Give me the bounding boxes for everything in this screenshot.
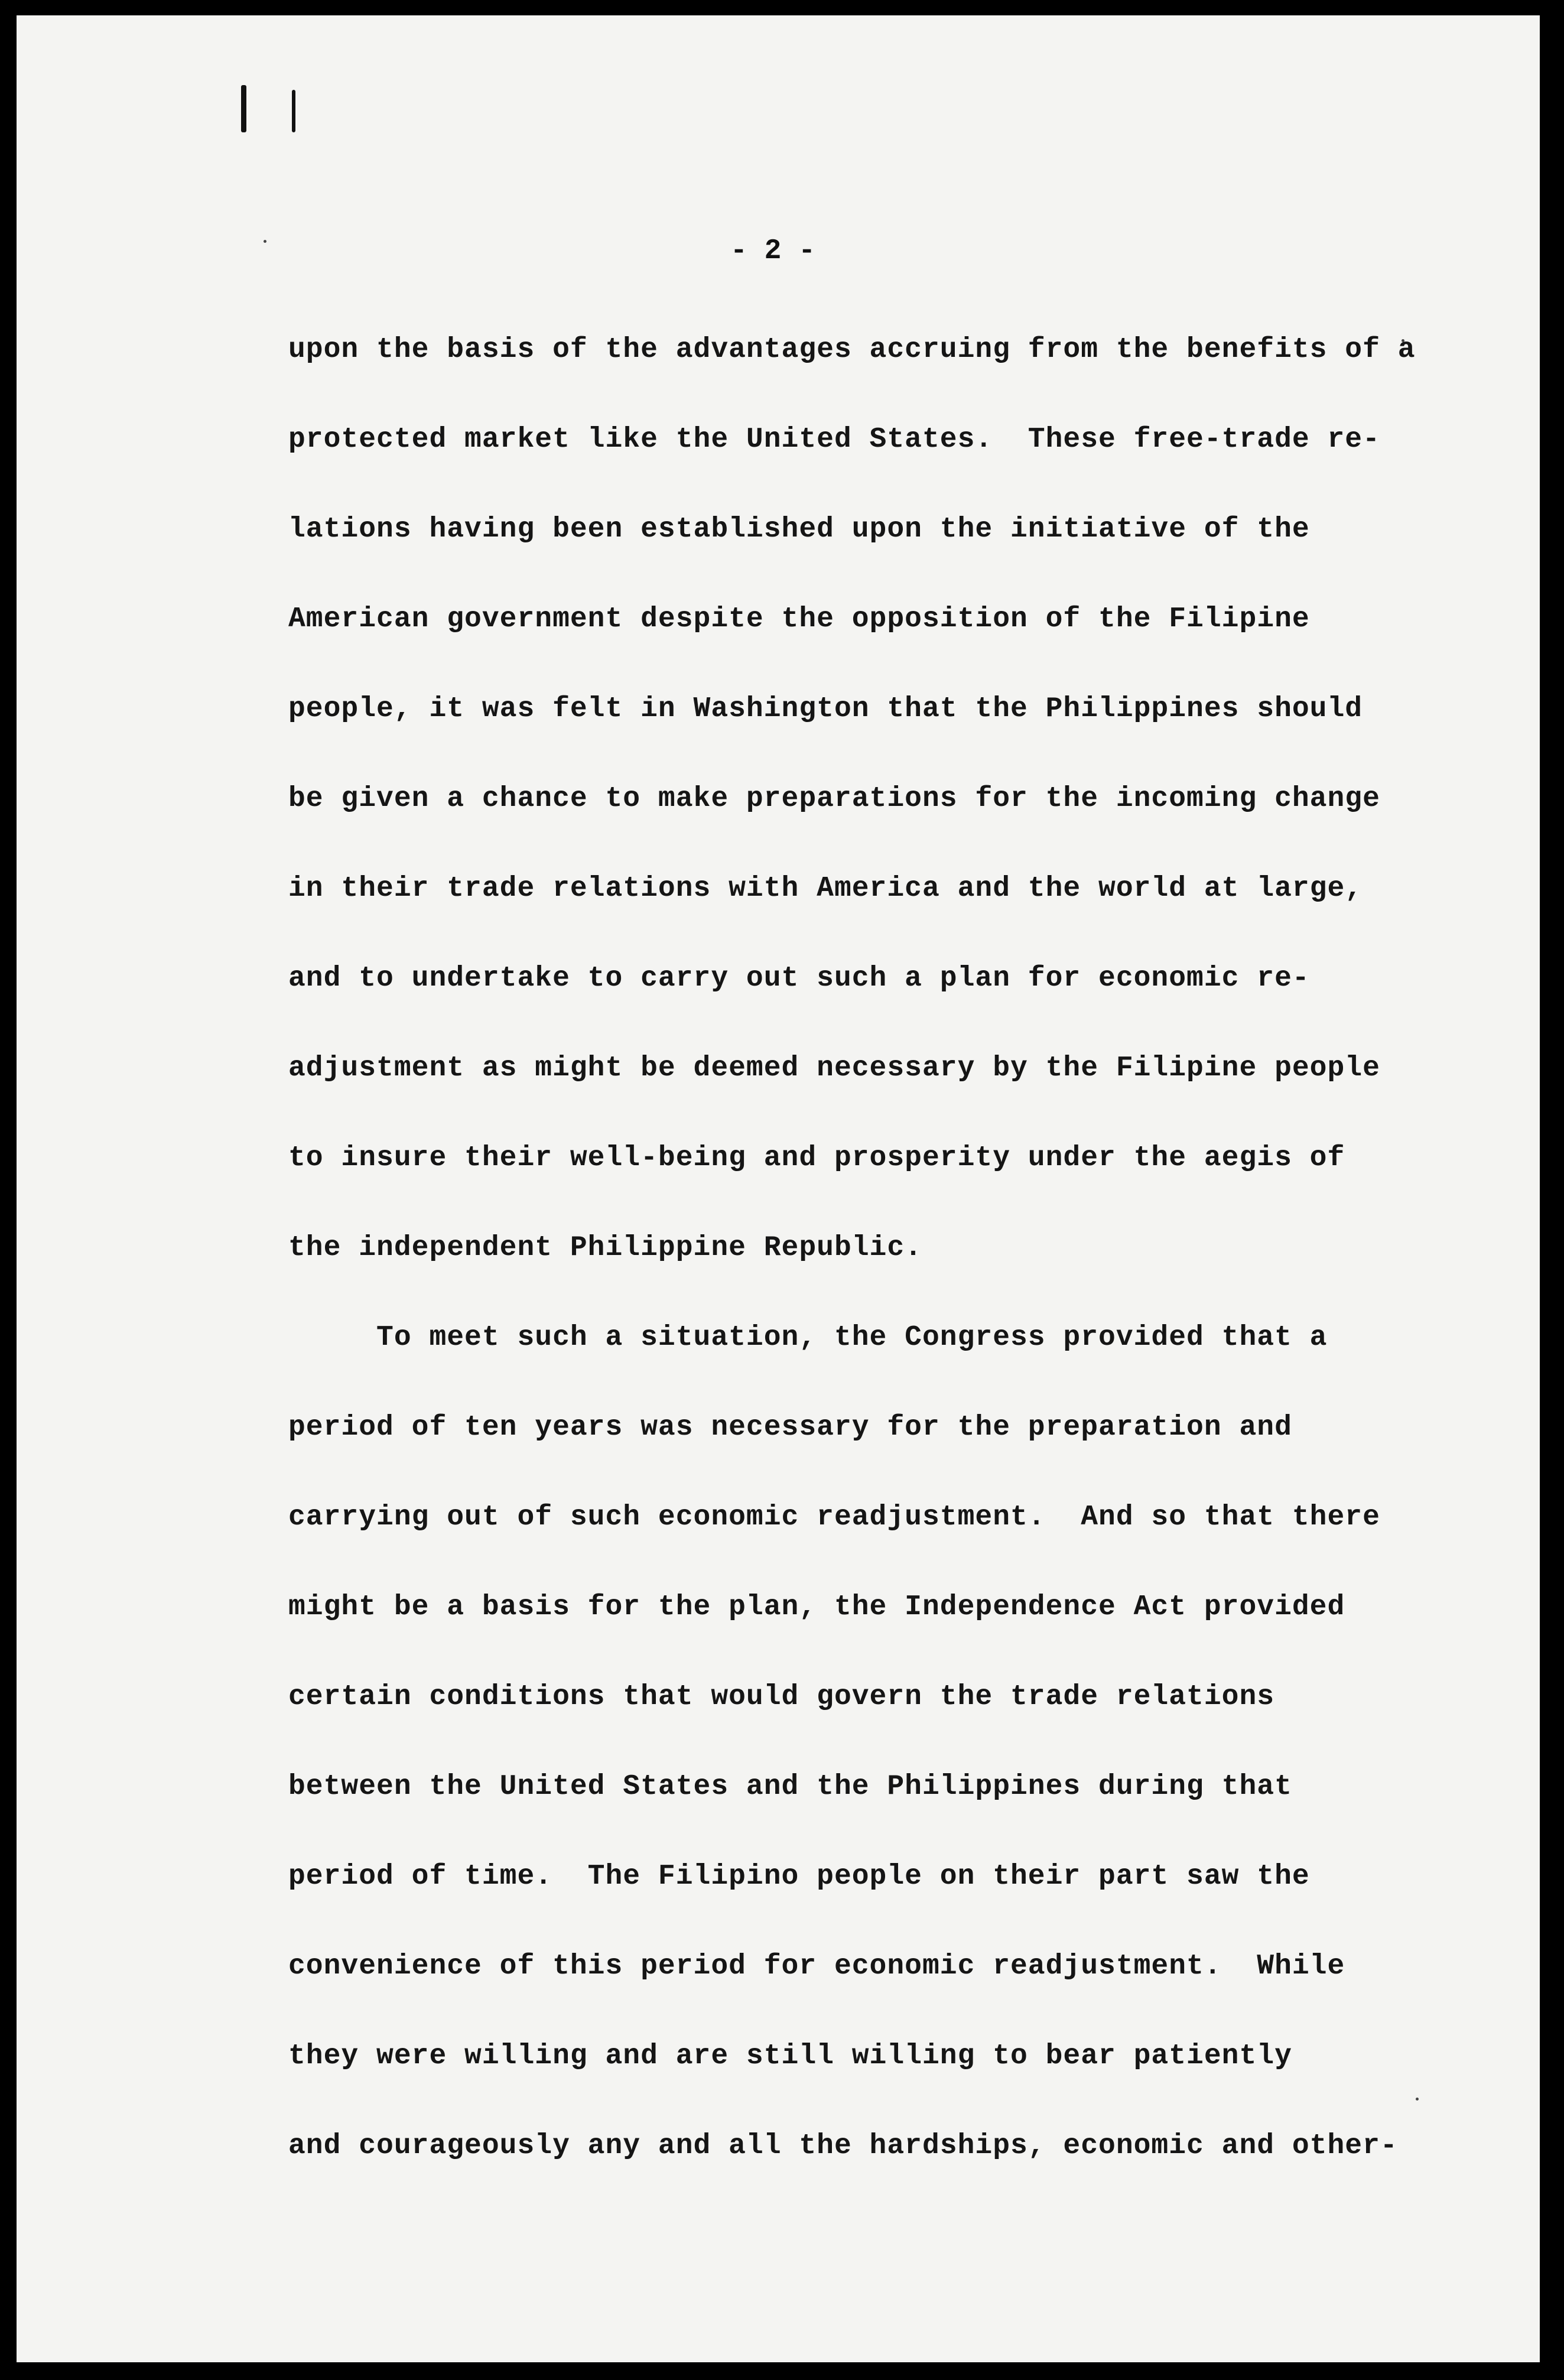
text-line: to insure their well-being and prosperity under the aegis of — [288, 1142, 1345, 1174]
text-line: American government despite the opposition of the Filipine — [288, 603, 1310, 635]
text-line: people, it was felt in Washington that the Philippines should — [288, 693, 1363, 725]
text-line: be given a chance to make preparations for the incoming change — [288, 783, 1380, 815]
text-line: between the United States and the Philippines during that — [288, 1771, 1292, 1803]
text-line: and to undertake to carry out such a plan for economic re- — [288, 963, 1310, 994]
text-line: adjustment as might be deemed necessary by the Filipine people — [288, 1052, 1380, 1084]
text-line: upon the basis of the advantages accruing from the benefits of a — [288, 334, 1416, 366]
text-line: certain conditions that would govern the trade relations — [288, 1681, 1275, 1713]
text-line: and courageously any and all the hardships, economic and other- — [288, 2130, 1398, 2162]
text-line: lations having been established upon the initiative of the — [288, 513, 1310, 545]
page-number: - 2 - — [730, 235, 816, 267]
text-line: To meet such a situation, the Congress provided that a — [288, 1322, 1328, 1354]
binding-mark-left — [241, 85, 246, 132]
binding-mark-right — [292, 90, 295, 132]
scan-speck — [264, 240, 266, 243]
text-line: period of time. The Filipino people on their part saw the — [288, 1861, 1310, 1893]
text-line: protected market like the United States. These free-trade re- — [288, 424, 1380, 456]
scan-speck — [1416, 2098, 1419, 2101]
text-line: they were willing and are still willing to bear patiently — [288, 2040, 1292, 2072]
text-line: the independent Philippine Republic. — [288, 1232, 922, 1264]
text-line: might be a basis for the plan, the Independence Act provided — [288, 1591, 1345, 1623]
text-line: convenience of this period for economic readjustment. While — [288, 1950, 1345, 1982]
document-page — [17, 15, 1540, 2362]
text-line: period of ten years was necessary for the preparation and — [288, 1412, 1292, 1443]
text-line: in their trade relations with America and the world at large, — [288, 873, 1363, 905]
text-line: carrying out of such economic readjustment. And so that there — [288, 1501, 1380, 1533]
